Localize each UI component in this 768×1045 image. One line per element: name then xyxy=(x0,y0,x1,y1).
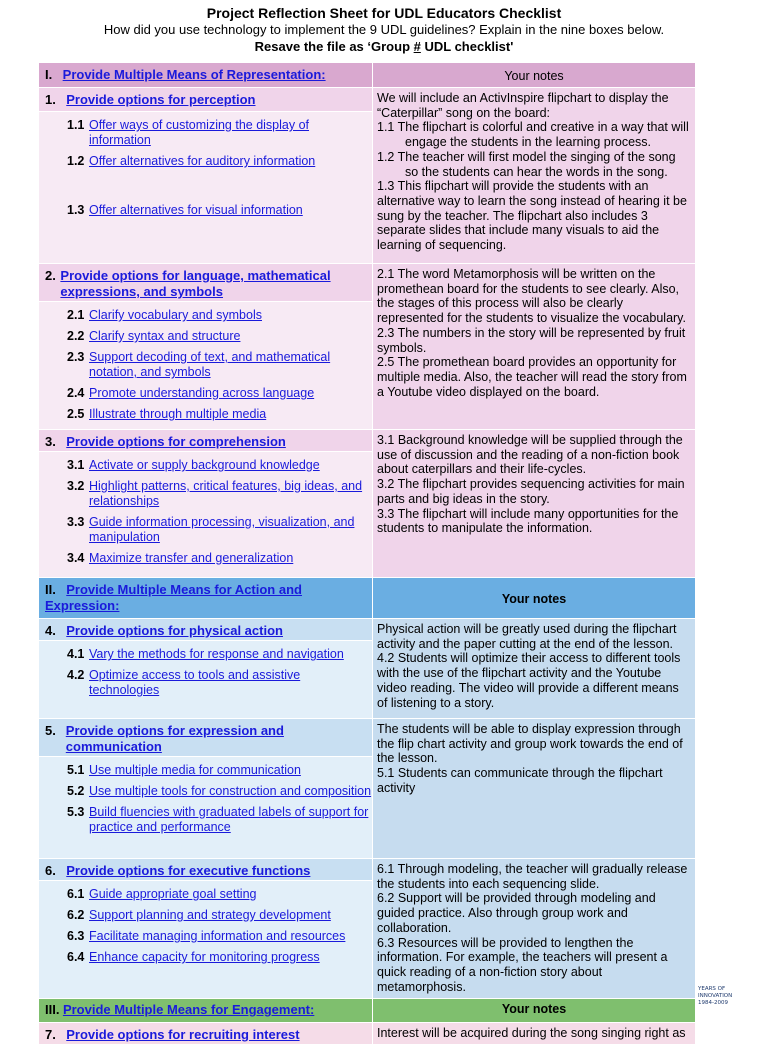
guideline-1-title-cell xyxy=(39,88,373,112)
logo-line: YEARS OF xyxy=(698,986,726,992)
notes-line: Physical action will be greatly used during the flipchart activity and the paper cutting at the end of the lesson. xyxy=(377,622,677,651)
checkpoint-num: 5.3 xyxy=(67,805,85,819)
principle-1-link[interactable]: Provide Multiple Means of Representation: xyxy=(62,67,326,82)
guideline-1-notes[interactable] xyxy=(373,88,696,264)
checkpoint-link[interactable]: Offer alternatives for auditory information xyxy=(89,154,316,168)
checkpoint-num: 4.2 xyxy=(67,668,85,682)
guideline-2-link[interactable]: Provide options for language, mathematical expressions, and symbols xyxy=(60,268,331,299)
principle-2-header xyxy=(39,578,373,619)
checkpoint-link[interactable]: Promote understanding across language xyxy=(89,386,315,400)
guideline-6-num: 6. xyxy=(45,863,56,878)
checkpoint-link[interactable]: Guide information processing, visualization, and manipulation xyxy=(89,515,355,544)
checkpoint-num: 1.1 xyxy=(67,118,85,132)
notes-line: 2.1 The word Metamorphosis will be written on the promethean board for the students to see clearly. Also, the stages of this process will also be clearly represented for the students to visualize the vocabulary. xyxy=(377,267,686,326)
checkpoint-5-2 xyxy=(67,784,372,799)
page-header xyxy=(0,4,768,55)
checkpoint-num: 6.1 xyxy=(67,887,85,901)
checkpoint-link[interactable]: Build fluencies with graduated labels of support for practice and performance xyxy=(89,805,369,834)
principle-1-roman: I. xyxy=(45,67,53,82)
principle-3-notes-header: Your notes xyxy=(373,999,696,1023)
checkpoint-num: 5.2 xyxy=(67,784,85,798)
checkpoint-link[interactable]: Optimize access to tools and assistive technologies xyxy=(89,668,301,697)
checkpoint-3-4 xyxy=(67,551,372,566)
checkpoint-num: 2.2 xyxy=(67,329,85,343)
guideline-7-link[interactable]: Provide options for recruiting interest xyxy=(66,1027,300,1042)
checkpoint-link[interactable]: Guide appropriate goal setting xyxy=(89,887,257,901)
principle-2-notes-header: Your notes xyxy=(373,578,696,619)
principle-3-link[interactable]: Provide Multiple Means for Engagement: xyxy=(62,1002,315,1017)
checkpoint-num: 6.2 xyxy=(67,908,85,922)
guideline-7-notes[interactable] xyxy=(373,1023,696,1045)
checkpoint-5-1 xyxy=(67,763,372,778)
checkpoint-link[interactable]: Support decoding of text, and mathematical notation, and symbols xyxy=(89,350,331,379)
principle-1-header-row xyxy=(39,63,696,88)
notes-line: 3.2 The flipchart provides sequencing activities for main parts and big ideas in the story. xyxy=(377,477,685,506)
guideline-4-title-cell xyxy=(39,619,373,641)
guideline-3-items xyxy=(39,452,373,578)
notes-line: 4.2 Students will optimize their access to different tools with the use of the flipchart activity and the Youtube video reading. The video will provide a different means of listening to a story. xyxy=(377,651,681,710)
guideline-1-num: 1. xyxy=(45,92,56,107)
notes-line: engage the students in the learning process. xyxy=(405,135,652,150)
guideline-1-items xyxy=(39,112,373,264)
guideline-6-notes[interactable] xyxy=(373,859,696,999)
notes-line: Interest will be acquired during the song singing right as xyxy=(377,1026,686,1040)
checkpoint-link[interactable]: Offer alternatives for visual information xyxy=(89,203,303,217)
checkpoint-4-1 xyxy=(67,647,372,662)
checkpoint-2-4 xyxy=(67,386,372,401)
notes-line: 3.1 Background knowledge will be supplied through the use of discussion and the reading of a non-fiction book about caterpillars and their life-cycles. xyxy=(377,433,683,477)
principle-3-header xyxy=(39,999,373,1023)
guideline-1-link[interactable]: Provide options for perception xyxy=(66,92,256,107)
resave-hash: # xyxy=(413,39,421,54)
guideline-2-items xyxy=(39,302,373,430)
checkpoint-num: 3.3 xyxy=(67,515,85,529)
notes-line: 5.1 Students can communicate through the flipchart activity xyxy=(377,766,663,795)
checkpoint-2-3 xyxy=(67,350,372,380)
checkpoint-num: 2.1 xyxy=(67,308,85,322)
guideline-5-notes[interactable] xyxy=(373,719,696,859)
notes-line: 1.3 This flipchart will provide the students with an alternative way to learn the song instead of hearing it be sung by the teacher. The flipchart also includes 3 separate slides that include many visuals to aid the learning of sequencing. xyxy=(377,179,687,253)
logo-line: INNOVATION xyxy=(698,993,733,999)
checkpoint-3-1 xyxy=(67,458,372,473)
guideline-3-link[interactable]: Provide options for comprehension xyxy=(66,434,286,449)
checkpoint-num: 1.2 xyxy=(67,154,85,168)
notes-line: 6.3 Resources will be provided to lengthen the information. For example, the teachers will present a quick reading of a non-fiction story about metamorphosis. xyxy=(377,935,668,994)
checkpoint-link[interactable]: Enhance capacity for monitoring progress xyxy=(89,950,320,964)
principle-2-roman: II. xyxy=(45,582,56,597)
checkpoint-link[interactable]: Illustrate through multiple media xyxy=(89,407,267,421)
checkpoint-num: 4.1 xyxy=(67,647,85,661)
principle-3-header-row xyxy=(39,999,696,1023)
notes-line: 6.1 Through modeling, the teacher will gradually release the students into each sequencing slide. xyxy=(377,862,688,891)
notes-line: 2.5 The promethean board provides an opportunity for multiple media. Also, the teacher will read the story from a Youtube video displayed on the board. xyxy=(377,355,687,399)
checkpoint-link[interactable]: Offer ways of customizing the display of information xyxy=(89,118,310,147)
guideline-7-title-cell xyxy=(39,1023,373,1045)
resave-suffix: UDL checklist' xyxy=(420,39,514,54)
checkpoint-num: 6.4 xyxy=(67,950,85,964)
checkpoint-3-3 xyxy=(67,515,372,545)
guideline-5-items xyxy=(39,757,373,859)
notes-line: The students will be able to display expression through the flip chart activity and group work towards the end of the lesson. xyxy=(377,722,683,766)
checkpoint-num: 2.5 xyxy=(67,407,85,421)
guideline-4-items xyxy=(39,641,373,719)
checkpoint-2-1 xyxy=(67,308,372,323)
checkpoint-link[interactable]: Maximize transfer and generalization xyxy=(89,551,294,565)
guideline-3-num: 3. xyxy=(45,434,56,449)
guideline-6-items xyxy=(39,881,373,999)
checkpoint-6-4 xyxy=(67,950,372,965)
checkpoint-link[interactable]: Facilitate managing information and resources xyxy=(89,929,346,943)
principle-3-roman: III. xyxy=(45,1002,60,1017)
guideline-4-notes[interactable] xyxy=(373,619,696,719)
checkpoint-4-2 xyxy=(67,668,372,698)
checkpoint-1-1 xyxy=(67,118,372,148)
guideline-6-link[interactable]: Provide options for executive functions xyxy=(66,863,311,878)
guideline-4-num: 4. xyxy=(45,623,56,638)
checkpoint-2-2 xyxy=(67,329,372,344)
checkpoint-num: 2.4 xyxy=(67,386,85,400)
checkpoint-6-2 xyxy=(67,908,372,923)
logo-line: 1984-2009 xyxy=(698,1000,728,1006)
checkpoint-link[interactable]: Vary the methods for response and navigation xyxy=(89,647,344,661)
udl-checklist-table xyxy=(38,62,696,1045)
checkpoint-1-2 xyxy=(67,154,372,169)
principle-2-link[interactable]: Provide Multiple Means for Action and Expression: xyxy=(45,582,302,613)
checkpoint-num: 5.1 xyxy=(67,763,85,777)
checkpoint-2-5 xyxy=(67,407,372,422)
notes-line: 1.1 The flipchart is colorful and creative in a way that will xyxy=(377,120,689,135)
principle-2-header-row xyxy=(39,578,696,619)
guideline-5-num: 5. xyxy=(45,723,56,738)
guideline-2-notes[interactable] xyxy=(373,264,696,430)
checkpoint-link[interactable]: Clarify syntax and structure xyxy=(89,329,241,343)
resave-prefix: Resave the file as ‘Group xyxy=(254,39,414,54)
guideline-5-link[interactable]: Provide options for expression and communication xyxy=(65,723,284,754)
principle-1-header xyxy=(39,63,373,88)
checkpoint-6-3 xyxy=(67,929,372,944)
checkpoint-link[interactable]: Highlight patterns, critical features, big ideas, and relationships xyxy=(89,479,363,508)
page-title: Project Reflection Sheet for UDL Educators Checklist xyxy=(206,5,562,21)
notes-line: 6.2 Support will be provided through modeling and guided practice. Also through group work and collaboration. xyxy=(377,891,656,935)
guideline-5-title-cell xyxy=(39,719,373,757)
checkpoint-3-2 xyxy=(67,479,372,509)
notes-line: so the students can hear the words in the song. xyxy=(405,164,668,179)
checkpoint-link[interactable]: Use multiple media for communication xyxy=(89,763,301,777)
notes-line: We will include an ActivInspire flipchart to display the “Caterpillar” song on the board: xyxy=(377,91,669,120)
guideline-2-num: 2. xyxy=(45,268,56,283)
guideline-3-title-cell xyxy=(39,430,373,452)
checkpoint-num: 3.1 xyxy=(67,458,85,472)
checkpoint-link[interactable]: Clarify vocabulary and symbols xyxy=(89,308,262,322)
notes-line: 2.3 The numbers in the story will be represented by fruit symbols. xyxy=(377,325,686,355)
guideline-3-notes[interactable] xyxy=(373,430,696,578)
checkpoint-num: 3.2 xyxy=(67,479,85,493)
checkpoint-link[interactable]: Activate or supply background knowledge xyxy=(89,458,320,472)
checkpoint-num: 6.3 xyxy=(67,929,85,943)
checkpoint-link[interactable]: Use multiple tools for construction and composition xyxy=(89,784,372,798)
guideline-2-title-cell xyxy=(39,264,373,302)
cast-logo xyxy=(698,986,738,1007)
checkpoint-num: 1.3 xyxy=(67,203,85,217)
guideline-7-num: 7. xyxy=(45,1027,56,1042)
notes-line: 3.3 The flipchart will include many opportunities for the students to manipulate the information. xyxy=(377,506,679,536)
page-subtitle: How did you use technology to implement the 9 UDL guidelines? Explain in the nine boxes below. xyxy=(103,22,665,37)
checkpoint-link[interactable]: Support planning and strategy development xyxy=(89,908,331,922)
checkpoint-5-3 xyxy=(67,805,372,835)
resave-instruction xyxy=(0,38,768,55)
checkpoint-6-1 xyxy=(67,887,372,902)
guideline-4-link[interactable]: Provide options for physical action xyxy=(66,623,283,638)
notes-line: 1.2 The teacher will first model the singing of the song xyxy=(377,149,676,164)
checkpoint-num: 2.3 xyxy=(67,350,85,364)
guideline-6-title-cell xyxy=(39,859,373,881)
checkpoint-num: 3.4 xyxy=(67,551,85,565)
principle-1-notes-header: Your notes xyxy=(373,63,696,88)
checkpoint-1-3 xyxy=(67,203,372,218)
